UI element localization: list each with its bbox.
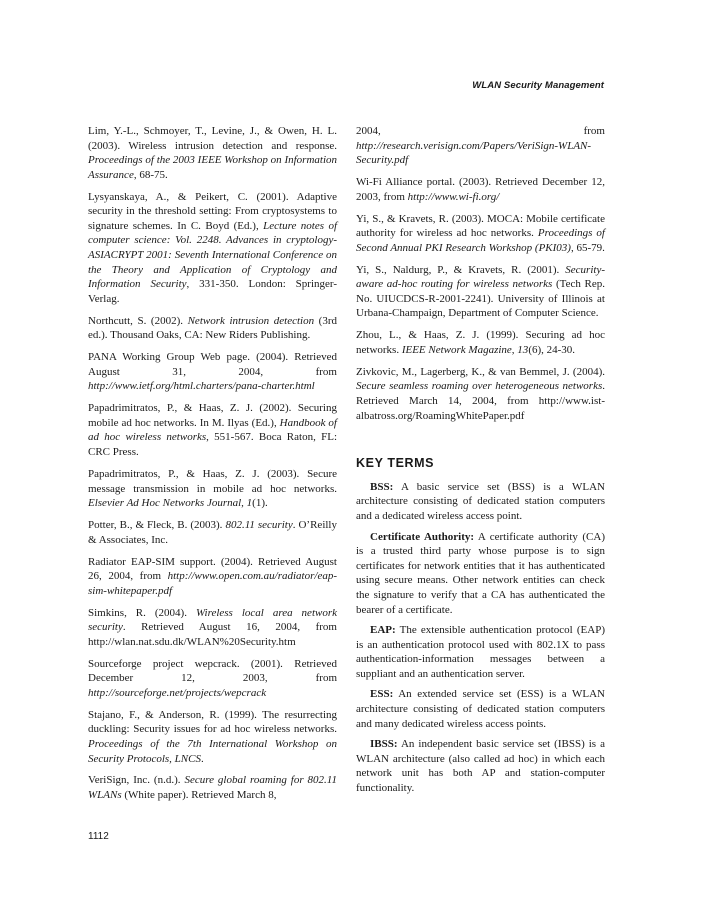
key-term-name: Certificate Authority:: [370, 530, 475, 543]
key-term-name: EAP:: [370, 624, 396, 637]
reference-entry: Zivkovic, M., Lagerberg, K., & van Bemmel, J. (2004). Secure seamless roaming over heterogeneous networks. Retrieved March 14, 2004, from http://www.ist-albatross.org/RoamingWhitePaper.pdf: [356, 365, 605, 422]
key-term-entry: Certificate Authority: A certificate authority (CA) is a trusted third party whose purpose is to sign certificates for network entities that it has authenticated using secure means. Other network entities can check the signature to verify that a CA has authenticated the bearer of a certificate.: [356, 530, 606, 616]
reference-entry: Stajano, F., & Anderson, R. (1999). The resurrecting duckling: Security issues for ad hoc wireless networks. Proceedings of the 7th International Workshop on Security Protocols, LNCS.: [88, 708, 337, 765]
reference-entry: Sourceforge project wepcrack. (2001). Retrieved December 12, 2003, from http://sourceforge.net/projects/wepcrack: [88, 657, 337, 699]
key-term-entry: ESS: An extended service set (ESS) is a WLAN architecture consisting of dedicated station computers and many dedicated wireless access points.: [356, 688, 605, 730]
left-column: [88, 124, 337, 810]
key-term-entry: EAP: The extensible authentication protocol (EAP) is an authentication protocol used with 802.1X to pass authentication-information messages between a suppliant and an authentication server.: [356, 624, 605, 680]
reference-entry: Lim, Y.-L., Schmoyer, T., Levine, J., & Owen, H. L. (2003). Wireless intrusion detection and response. Proceedings of the 2003 IEEE Workshop on Information Assurance, 68-75.: [88, 125, 337, 181]
key-term-name: ESS:: [370, 688, 394, 701]
key-term-name: IBSS:: [370, 738, 398, 751]
reference-entry: 2004, from http://research.verisign.com/Papers/VeriSign-WLAN-Security.pdf: [356, 125, 605, 167]
reference-entry: PANA Working Group Web page. (2004). Retrieved August 31, 2004, from http://www.ietf.org/html.charters/pana-charter.html: [88, 351, 337, 393]
key-term-entry: BSS: A basic service set (BSS) is a WLAN architecture consisting of dedicated station computers and a dedicated wireless access point.: [356, 480, 605, 522]
reference-entry: Papadrimitratos, P., & Haas, Z. J. (2002). Securing mobile ad hoc networks. In M. Ilyas (Ed.), Handbook of ad hoc wireless networks, 551-567. Boca Raton, FL: CRC Press.: [88, 402, 338, 459]
key-term-name: BSS:: [370, 480, 394, 493]
reference-entry: Simkins, R. (2004). Wireless local area network security. Retrieved August 16, 2004, from http://wlan.nat.sdu.dk/WLAN%20Security.htm: [88, 606, 338, 648]
reference-entry: Zhou, L., & Haas, Z. J. (1999). Securing ad hoc networks. IEEE Network Magazine, 13(6), 24-30.: [356, 329, 605, 356]
reference-entry: Wi-Fi Alliance portal. (2003). Retrieved December 12, 2003, from http://www.wi-fi.org/: [356, 176, 605, 203]
key-terms-heading: KEY TERMS: [356, 456, 435, 471]
reference-entry: Lysyanskaya, A., & Peikert, C. (2001). Adaptive security in the threshold setting: From cryptosystems to signature schemes. In C. Boyd (Ed.), Lecture notes of computer science: Vol. 2248. Advances in cryptology-ASIACRYPT 2001: Seventh International Conference on the Theory and Application of Cryptology and Information Security, 331-350. London: Springer-Verlag.: [88, 190, 337, 305]
running-header: WLAN Security Management: [472, 80, 604, 91]
reference-entry: Yi, S., Naldurg, P., & Kravets, R. (2001). Security-aware ad-hoc routing for wireless networks (Tech Rep. No. UIUCDCS-R-2001-2241). University of Illinois at Urbana-Champaign, Department of Computer Science.: [356, 263, 605, 320]
reference-entry: Yi, S., & Kravets, R. (2003). MOCA: Mobile certificate authority for wireless ad hoc networks. Proceedings of Second Annual PKI Research Workshop (PKI03), 65-79.: [356, 212, 605, 254]
right-column: [356, 124, 605, 802]
reference-entry: VeriSign, Inc. (n.d.). Secure global roaming for 802.11 WLANs (White paper). Retrieved March 8,: [88, 774, 337, 802]
page-number: 1112: [88, 831, 109, 842]
key-term-entry: IBSS: An independent basic service set (IBSS) is a WLAN architecture (also called ad hoc) in which each network unit has both AP and station-computer functionality.: [356, 738, 605, 795]
reference-entry: Northcutt, S. (2002). Network intrusion detection (3rd ed.). Thousand Oaks, CA: New Riders Publishing.: [88, 314, 337, 342]
reference-entry: Papadrimitratos, P., & Haas, Z. J. (2003). Secure message transmission in mobile ad hoc networks. Elsevier Ad Hoc Networks Journal, 1(1).: [88, 467, 337, 510]
reference-entry: Radiator EAP-SIM support. (2004). Retrieved August 26, 2004, from http://www.open.com.au/radiator/eap-sim-whitepaper.pdf: [88, 555, 337, 597]
reference-entry: Potter, B., & Fleck, B. (2003). 802.11 security. O’Reilly & Associates, Inc.: [88, 519, 337, 546]
